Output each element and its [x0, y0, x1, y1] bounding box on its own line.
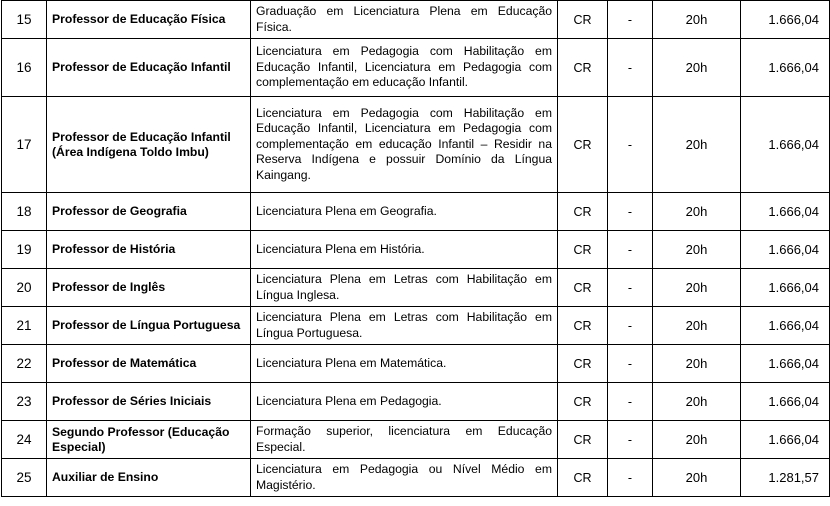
reserved-vacancies: - — [608, 421, 653, 459]
vacancies: CR — [558, 231, 608, 269]
vacancies: CR — [558, 307, 608, 345]
workload: 20h — [653, 459, 741, 497]
job-title: Professor de Séries Iniciais — [47, 383, 251, 421]
table-row — [2, 345, 830, 383]
reserved-vacancies: - — [608, 269, 653, 307]
row-number: 16 — [2, 39, 47, 97]
table-row — [2, 39, 830, 97]
salary: 1.666,04 — [741, 1, 830, 39]
row-number: 15 — [2, 1, 47, 39]
requirements: Graduação em Licenciatura Plena em Educação Física. — [251, 1, 558, 39]
requirements: Licenciatura em Pedagogia com Habilitação em Educação Infantil, Licenciatura em Pedagogia com complementação em educação Infantil – Residir na Reserva Indígena e possuir Domínio da Língua Kaingang. — [251, 97, 558, 193]
requirements: Licenciatura em Pedagogia ou Nível Médio em Magistério. — [251, 459, 558, 497]
vacancies: CR — [558, 39, 608, 97]
reserved-vacancies: - — [608, 383, 653, 421]
row-number: 24 — [2, 421, 47, 459]
row-number: 25 — [2, 459, 47, 497]
vacancies: CR — [558, 345, 608, 383]
requirements: Licenciatura Plena em História. — [251, 231, 558, 269]
row-number: 18 — [2, 193, 47, 231]
job-title: Auxiliar de Ensino — [47, 459, 251, 497]
requirements: Licenciatura Plena em Letras com Habilitação em Língua Inglesa. — [251, 269, 558, 307]
reserved-vacancies: - — [608, 459, 653, 497]
reserved-vacancies: - — [608, 307, 653, 345]
salary: 1.666,04 — [741, 193, 830, 231]
salary: 1.666,04 — [741, 231, 830, 269]
workload: 20h — [653, 39, 741, 97]
table-row — [2, 97, 830, 193]
requirements: Licenciatura Plena em Pedagogia. — [251, 383, 558, 421]
salary: 1.666,04 — [741, 383, 830, 421]
job-title: Professor de Educação Infantil — [47, 39, 251, 97]
cargos-table — [1, 0, 830, 497]
row-number: 17 — [2, 97, 47, 193]
workload: 20h — [653, 269, 741, 307]
requirements: Licenciatura Plena em Geografia. — [251, 193, 558, 231]
requirements: Formação superior, licenciatura em Educação Especial. — [251, 421, 558, 459]
row-number: 21 — [2, 307, 47, 345]
table-row — [2, 231, 830, 269]
row-number: 20 — [2, 269, 47, 307]
vacancies: CR — [558, 421, 608, 459]
requirements: Licenciatura Plena em Matemática. — [251, 345, 558, 383]
salary: 1.666,04 — [741, 307, 830, 345]
reserved-vacancies: - — [608, 193, 653, 231]
job-title: Professor de Educação Infantil (Área Indígena Toldo Imbu) — [47, 97, 251, 193]
salary: 1.666,04 — [741, 39, 830, 97]
job-title: Professor de Matemática — [47, 345, 251, 383]
salary: 1.666,04 — [741, 97, 830, 193]
requirements: Licenciatura Plena em Letras com Habilitação em Língua Portuguesa. — [251, 307, 558, 345]
workload: 20h — [653, 421, 741, 459]
row-number: 22 — [2, 345, 47, 383]
workload: 20h — [653, 193, 741, 231]
vacancies: CR — [558, 383, 608, 421]
reserved-vacancies: - — [608, 231, 653, 269]
workload: 20h — [653, 383, 741, 421]
job-title: Professor de Educação Física — [47, 1, 251, 39]
reserved-vacancies: - — [608, 1, 653, 39]
workload: 20h — [653, 1, 741, 39]
salary: 1.666,04 — [741, 269, 830, 307]
requirements: Licenciatura em Pedagogia com Habilitação em Educação Infantil, Licenciatura em Pedagogia com complementação em educação Infantil. — [251, 39, 558, 97]
workload: 20h — [653, 307, 741, 345]
table-row — [2, 307, 830, 345]
row-number: 23 — [2, 383, 47, 421]
table-row — [2, 421, 830, 459]
salary: 1.666,04 — [741, 345, 830, 383]
job-title: Professor de História — [47, 231, 251, 269]
row-number: 19 — [2, 231, 47, 269]
workload: 20h — [653, 345, 741, 383]
reserved-vacancies: - — [608, 97, 653, 193]
salary: 1.666,04 — [741, 421, 830, 459]
salary: 1.281,57 — [741, 459, 830, 497]
reserved-vacancies: - — [608, 39, 653, 97]
vacancies: CR — [558, 459, 608, 497]
table-row — [2, 269, 830, 307]
vacancies: CR — [558, 269, 608, 307]
table-row — [2, 459, 830, 497]
vacancies: CR — [558, 1, 608, 39]
vacancies: CR — [558, 193, 608, 231]
table-row — [2, 193, 830, 231]
table-row — [2, 383, 830, 421]
job-title: Professor de Geografia — [47, 193, 251, 231]
table-row — [2, 1, 830, 39]
job-title: Professor de Língua Portuguesa — [47, 307, 251, 345]
reserved-vacancies: - — [608, 345, 653, 383]
workload: 20h — [653, 97, 741, 193]
workload: 20h — [653, 231, 741, 269]
vacancies: CR — [558, 97, 608, 193]
job-title: Professor de Inglês — [47, 269, 251, 307]
job-title: Segundo Professor (Educação Especial) — [47, 421, 251, 459]
